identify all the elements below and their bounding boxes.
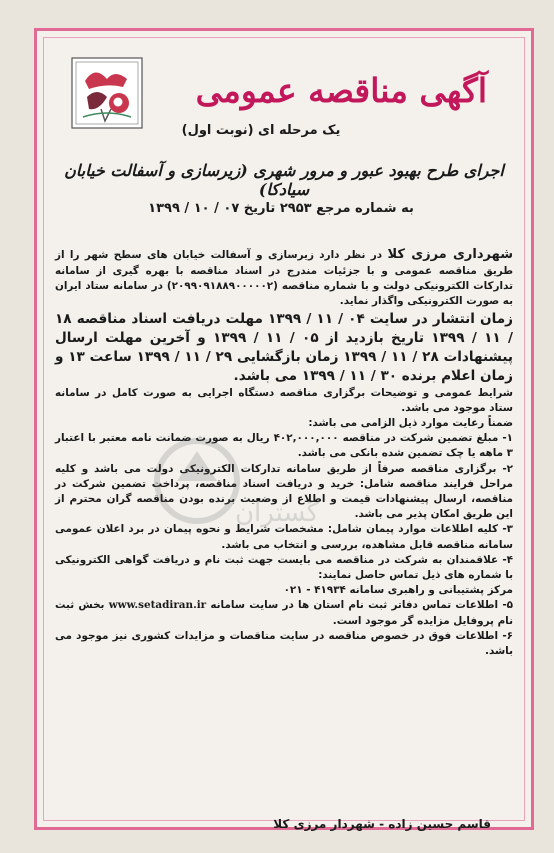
project-title: اجرای طرح بهبود عبور و مرور شهری (زیرسازی و آسفالت خیابان سیادکا) [64,161,504,199]
item-4: ۴- علاقمندان به شرکت در مناقصه می بایست جهت ثبت نام و دریافت گواهی الکترونیکی با شماره های ذیل تماس حاصل نمایند: [55,553,513,582]
organization-name: شهرداری مرزی کلا [387,247,513,262]
item-5 [55,598,513,628]
item-5-text-end: بخش ثبت نام پروفایل مزایده گر موجود است. [55,599,513,627]
intro-paragraph [55,245,513,310]
intro-text: در نظر دارد زیرسازی و آسفالت خیابان های سطح شهر را از طریق مناقصه عمومی و با جزئیات مندرج در اسناد مناقصه با بهره گیری از سامانه تدارکات الکترونیکی دولت و با شماره مناقصه (۲۰۹۹۰۹۱۸۸۹۰۰۰۰۰۲) در سامانه ستاد ایران به صورت الکترونیکی واگذار نماید. [55,249,513,308]
watermark-text: گستران [234,498,320,528]
item-5-text: ۵- اطلاعات تماس دفاتر ثبت نام استان ها در سایت سامانه [206,599,513,612]
item-3: ۳- کلیه اطلاعات موارد پیمان شامل: مشخصات شرایط و نحوه پیمان در برد اعلان عمومی سامانه مناقصه قابل مشاهده، بررسی و انتخاب می باشد. [55,523,513,551]
notice-body [55,245,513,659]
conditions-paragraph: شرایط عمومی و توضیحات برگزاری مناقصه دستگاه اجرایی به صورت کامل در سامانه ستاد موجود می باشد. [55,386,513,414]
municipality-logo-icon [71,57,143,129]
notice-title: آگهی مناقصه عمومی [195,71,487,110]
signature: قاسم حسین زاده - شهردار مرزی کلا [273,817,491,831]
reference-line: به شماره مرجع ۲۹۵۳ تاریخ ۰۷ / ۱۰ / ۱۳۹۹ [148,201,414,216]
item-6: ۶- اطلاعات فوق در خصوص مناقصه در سایت مناقصات و مزایدات کشوری نیز موجود می باشد. [55,629,513,658]
item-2: ۲- برگزاری مناقصه صرفاً از طریق سامانه تدارکات الکترونیکی دولت می باشد و کلیه مراحل فرایند مناقصه شامل: خرید و دریافت اسناد مناقصه، پرداخت تضمین شرکت در مناقصه، ارسال پیشنهادات قیمت و اطلاع از وضعیت برنده بودن مناقصه گران محترم از این طریق امکان پذیر می باشد. [55,462,513,521]
timeline-paragraph: زمان انتشار در سایت ۰۴ / ۱۱ / ۱۳۹۹ مهلت دریافت اسناد مناقصه ۱۸ / ۱۱ / ۱۳۹۹ تاریخ بازدید از ۰۵ / ۱۱ / ۱۳۹۹ و آخرین مهلت ارسال پیشنهادات ۲۸ / ۱۱ / ۱۳۹۹ زمان بازگشایی ۲۹ / ۱۱ / ۱۳۹۹ ساعت ۱۳ و زمان اعلام برنده ۳۰ / ۱۱ / ۱۳۹۹ می باشد. [55,310,513,384]
notice-subtitle: یک مرحله ای (نوبت اول) [181,123,341,138]
setadiran-link[interactable]: www.setadiran.ir [108,599,207,612]
support-line: مرکز پشتیبانی و راهبری سامانه ۴۱۹۳۴ - ۰۲۱ [283,584,513,597]
notice-frame [34,28,534,830]
required-heading: ضمناً رعایت موارد ذیل الزامی می باشد: [308,417,513,430]
item-1: ۱- مبلغ تضمین شرکت در مناقصه ۴۰۲,۰۰۰,۰۰۰ ریال به صورت ضمانت نامه معتبر با اعتبار ۳ ماهه یا چک تضمین شده بانکی می باشد. [55,432,514,460]
